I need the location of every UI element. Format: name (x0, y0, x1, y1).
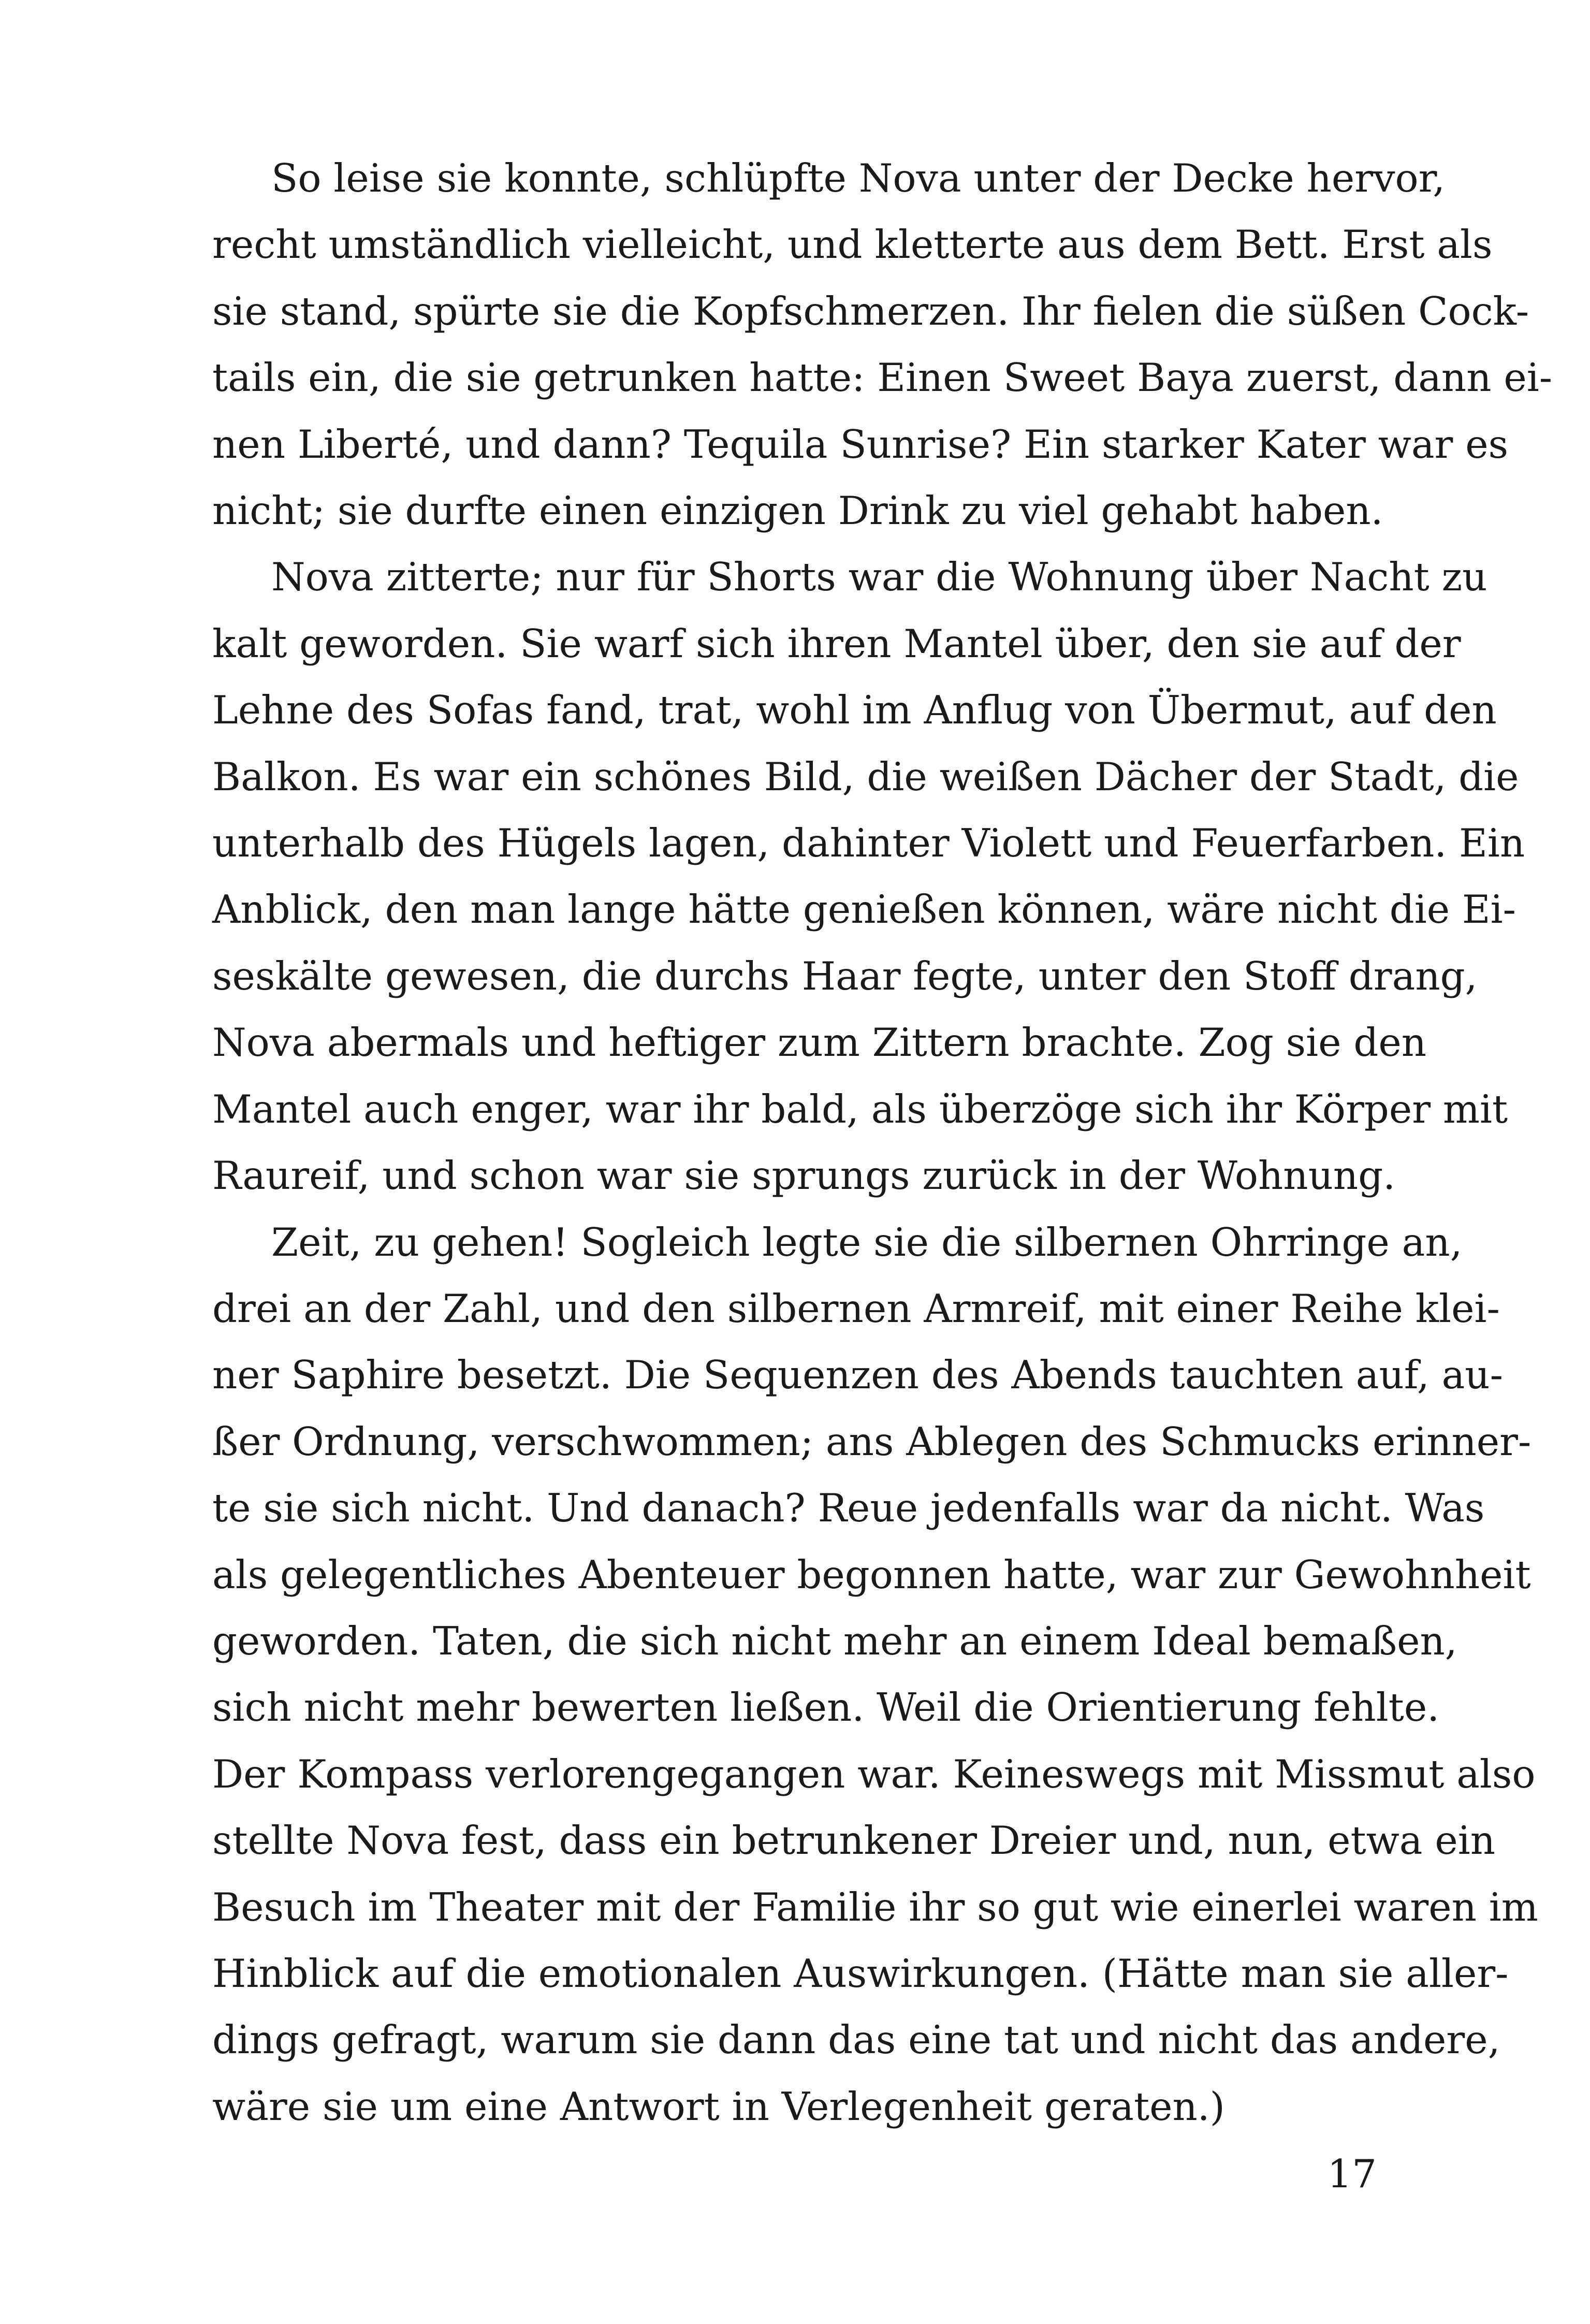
text-line: Raureif, und schon war sie sprungs zurück in der Wohnung. (212, 1153, 1396, 1199)
text-line: Lehne des Sofas fand, trat, wohl im Anflug von Übermut, auf den (212, 687, 1497, 733)
text-line: nen Liberté, und dann? Tequila Sunrise? Ein starker Kater war es (212, 421, 1509, 467)
text-line: Besuch im Theater mit der Familie ihr so gut wie einerlei waren im (212, 1884, 1538, 1930)
body-text (212, 145, 1553, 2140)
text-line: te sie sich nicht. Und danach? Reue jedenfalls war da nicht. Was (212, 1485, 1485, 1531)
text-line: Hinblick auf die emotionalen Auswirkungen. (Hätte man sie aller- (212, 1950, 1509, 1996)
paragraph-1 (212, 145, 1553, 544)
text-line: unterhalb des Hügels lagen, dahinter Violett und Feuerfarben. Ein (212, 820, 1525, 866)
text-line: geworden. Taten, die sich nicht mehr an einem Ideal bemaßen, (212, 1618, 1457, 1664)
text-line: So leise sie konnte, schlüpfte Nova unter der Decke hervor, (271, 155, 1446, 201)
text-line: Balkon. Es war ein schönes Bild, die weißen Dächer der Stadt, die (212, 753, 1519, 800)
text-line: Nova abermals und heftiger zum Zittern brachte. Zog sie den (212, 1020, 1427, 1066)
text-line: seskälte gewesen, die durchs Haar fegte, unter den Stoff drang, (212, 953, 1478, 999)
text-line: sich nicht mehr bewerten ließen. Weil die Orientierung fehlte. (212, 1684, 1440, 1731)
text-line: Der Kompass verlorengegangen war. Keineswegs mit Missmut also (212, 1751, 1536, 1797)
text-line: recht umständlich vielleicht, und kletterte aus dem Bett. Erst als (212, 222, 1493, 268)
text-line: tails ein, die sie getrunken hatte: Einen Sweet Baya zuerst, dann ei- (212, 355, 1553, 401)
text-line: Mantel auch enger, war ihr bald, als überzöge sich ihr Körper mit (212, 1086, 1508, 1132)
text-line: drei an der Zahl, und den silbernen Armreif, mit einer Reihe klei- (212, 1285, 1500, 1331)
text-line: nicht; sie durfte einen einzigen Drink zu viel gehabt haben. (212, 488, 1383, 534)
text-line: Zeit, zu gehen! Sogleich legte sie die silbernen Ohrringe an, (271, 1219, 1463, 1265)
text-line: kalt geworden. Sie warf sich ihren Mantel über, den sie auf der (212, 620, 1461, 666)
text-line: als gelegentliches Abenteuer begonnen hatte, war zur Gewohnheit (212, 1551, 1531, 1597)
text-line: wäre sie um eine Antwort in Verlegenheit geraten.) (212, 2083, 1225, 2129)
text-line: ner Saphire besetzt. Die Sequenzen des Abends tauchten auf, au- (212, 1352, 1503, 1398)
page-number: 17 (1327, 2151, 1377, 2197)
text-line: dings gefragt, warum sie dann das eine tat und nicht das andere, (212, 2017, 1500, 2063)
paragraph-3 (212, 1209, 1538, 2140)
text-line: ßer Ordnung, verschwommen; ans Ablegen des Schmucks erinner- (212, 1418, 1531, 1464)
text-line: Anblick, den man lange hätte genießen können, wäre nicht die Ei- (212, 887, 1516, 933)
text-line: sie stand, spürte sie die Kopfschmerzen. Ihr fielen die süßen Cock- (212, 288, 1529, 334)
text-line: stellte Nova fest, dass ein betrunkener Dreier und, nun, etwa ein (212, 1818, 1496, 1864)
paragraph-2 (212, 544, 1525, 1209)
text-line: Nova zitterte; nur für Shorts war die Wohnung über Nacht zu (271, 554, 1487, 600)
